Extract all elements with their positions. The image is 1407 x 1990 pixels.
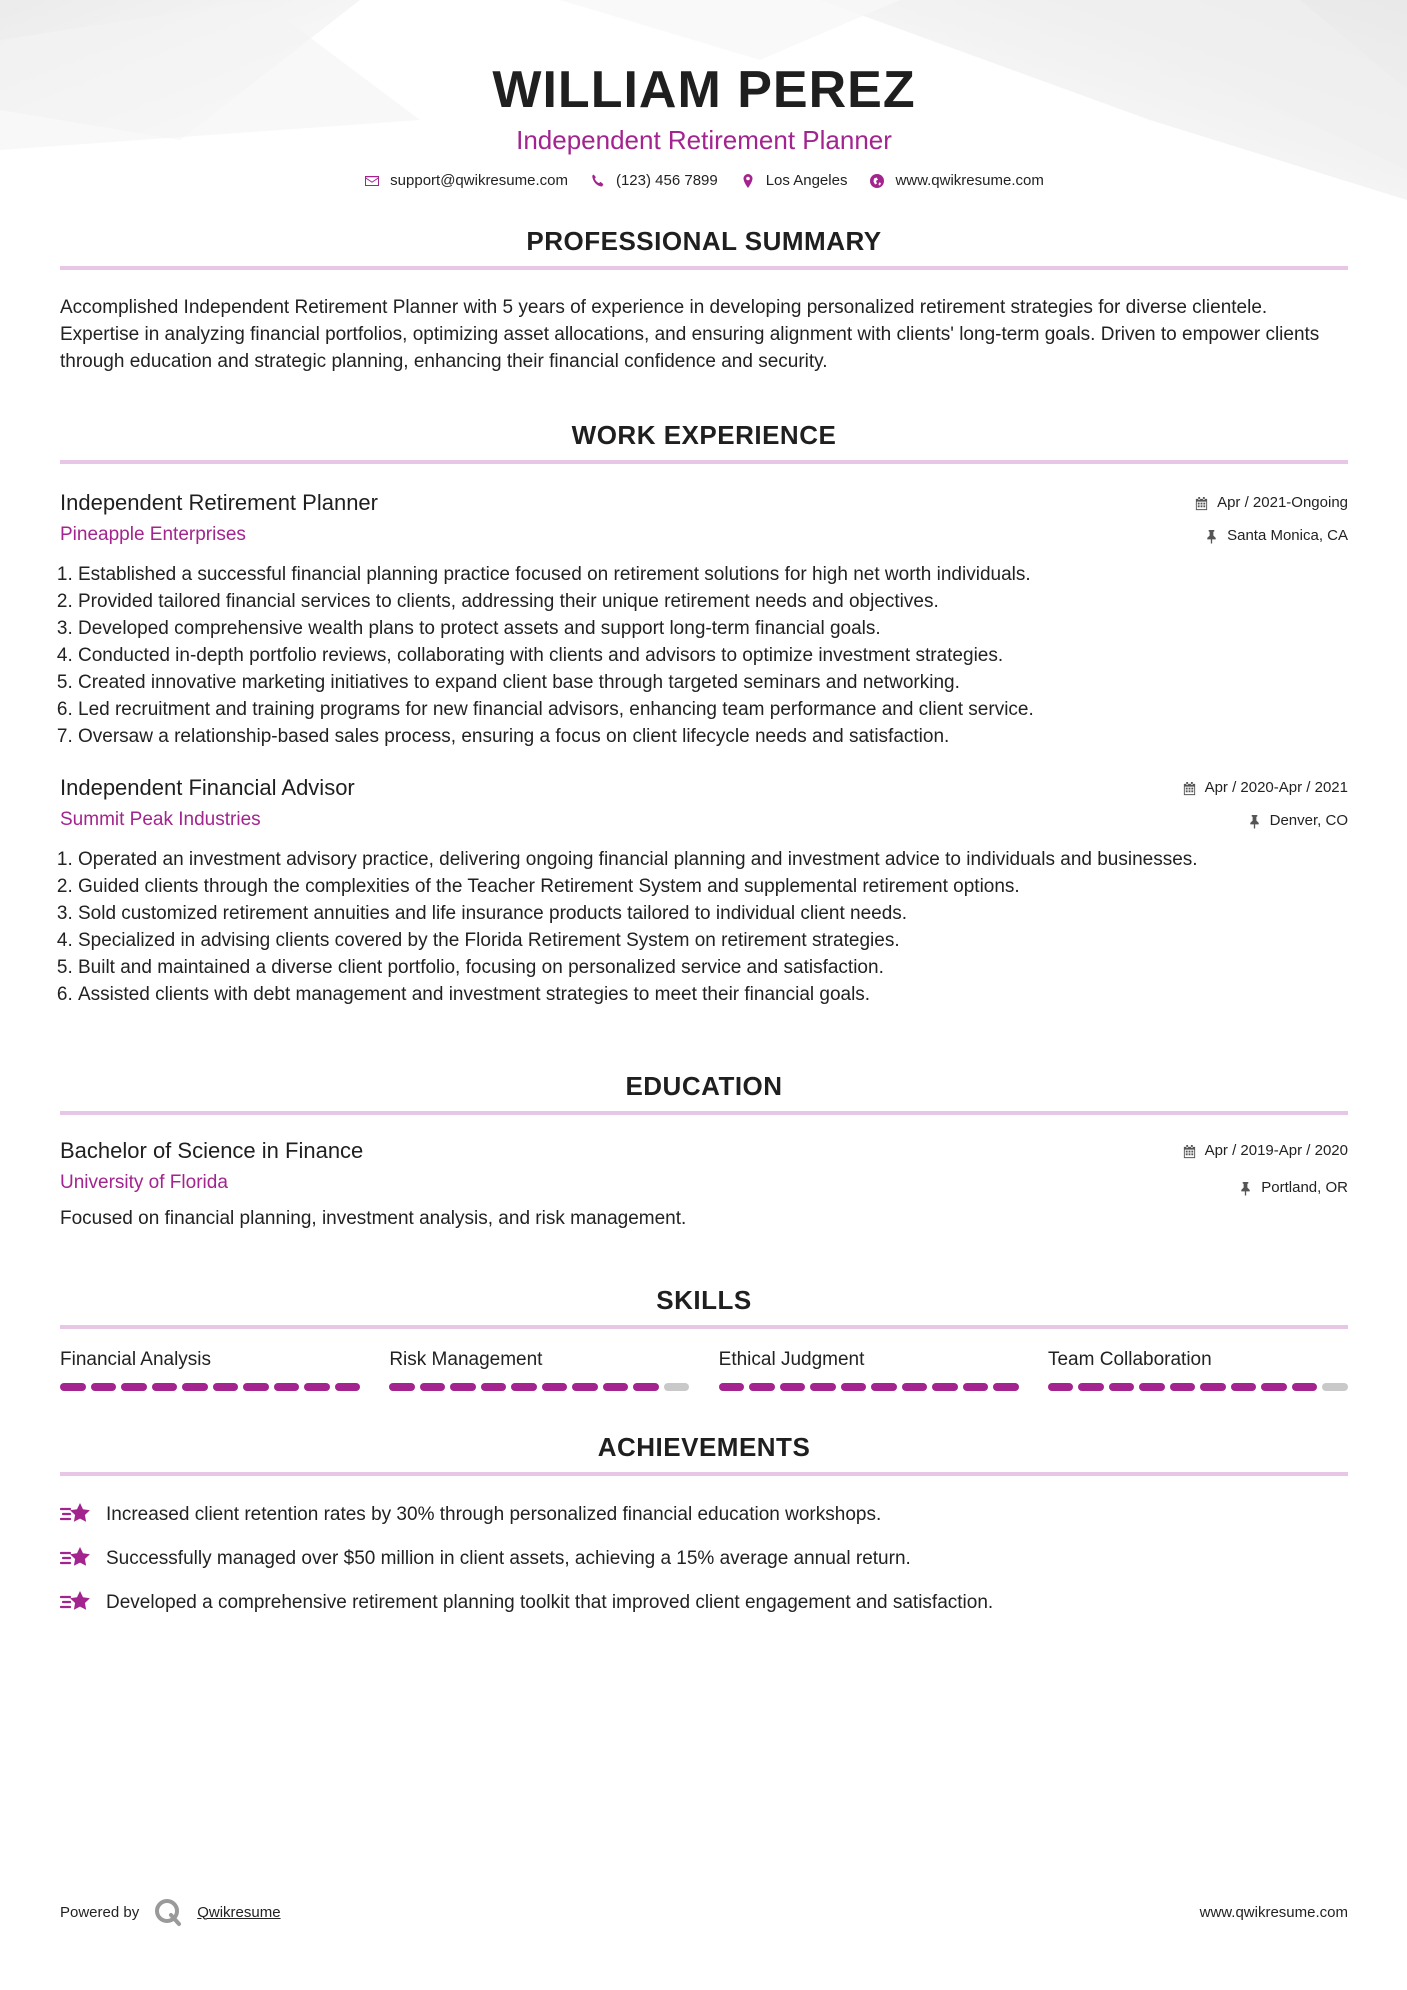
skill-segment-filled: [152, 1383, 178, 1391]
skill-level-bar: [389, 1383, 689, 1391]
skill-level-bar: [1048, 1383, 1348, 1391]
phone-text: (123) 456 7899: [615, 172, 718, 189]
achievement-text: Increased client retention rates by 30% through personalized financial education workshops.: [106, 1503, 882, 1525]
skill-segment-filled: [1200, 1383, 1226, 1391]
skill-segment-filled: [1139, 1383, 1165, 1391]
list-item: 5. Built and maintained a diverse client portfolio, focusing on personalized service and satisfaction.: [78, 954, 1348, 981]
pushpin-icon: [1247, 814, 1262, 829]
resume-header: [60, 0, 1348, 189]
skill-segment-filled: [871, 1383, 897, 1391]
achievement-item: [60, 1536, 1348, 1580]
skill-segment-filled: [91, 1383, 117, 1391]
skill-segment-filled: [450, 1383, 476, 1391]
globe-icon: [869, 173, 885, 189]
skills-heading: SKILLS: [656, 1285, 752, 1315]
job-company: Pineapple Enterprises: [60, 524, 246, 545]
list-item: 4. Conducted in-depth portfolio reviews, collaborating with clients and advisors to optimize investment strategies.: [78, 642, 1348, 669]
skill-segment-filled: [841, 1383, 867, 1391]
skill-segment-filled: [1048, 1383, 1074, 1391]
skill-segment-filled: [213, 1383, 239, 1391]
section-divider: [60, 1472, 1348, 1476]
qwikresume-logo-icon: [153, 1897, 183, 1927]
job-dates: Apr / 2021-Ongoing: [1217, 494, 1348, 511]
contact-location: [740, 172, 848, 189]
skill-segment-filled: [335, 1383, 361, 1391]
footer-website[interactable]: www.qwikresume.com: [1199, 1903, 1348, 1921]
website-text: www.qwikresume.com: [895, 172, 1044, 189]
summary-heading: PROFESSIONAL SUMMARY: [526, 226, 882, 256]
skill-segment-filled: [1170, 1383, 1196, 1391]
skill-segment-filled: [1231, 1383, 1257, 1391]
skill-segment-filled: [749, 1383, 775, 1391]
skill-item: [60, 1347, 360, 1391]
achievements-section: [60, 1431, 1348, 1624]
list-item: 1. Established a successful financial planning practice focused on retirement solutions for high net worth individuals.: [78, 561, 1348, 588]
skill-level-bar: [719, 1383, 1019, 1391]
experience-heading: WORK EXPERIENCE: [571, 420, 837, 450]
skill-item: [1048, 1347, 1348, 1391]
education-description: Focused on financial planning, investment analysis, and risk management.: [60, 1208, 687, 1229]
brand-link[interactable]: Qwikresume: [197, 1903, 281, 1921]
achievement-item: [60, 1492, 1348, 1536]
achievement-text: Developed a comprehensive retirement planning toolkit that improved client engagement and satisfaction.: [106, 1591, 994, 1613]
list-item: 7. Oversaw a relationship-based sales process, ensuring a focus on client lifecycle needs and satisfaction.: [78, 723, 1348, 750]
list-item: 3. Developed comprehensive wealth plans to protect assets and support long-term financial goals.: [78, 615, 1348, 642]
skill-segment-empty: [1322, 1383, 1348, 1391]
calendar-icon: [1194, 496, 1209, 511]
achievements-list: [60, 1492, 1348, 1624]
education-entry: [60, 1137, 1348, 1232]
achievement-item: [60, 1580, 1348, 1624]
email-text: support@qwikresume.com: [390, 172, 568, 189]
skill-segment-filled: [1109, 1383, 1135, 1391]
candidate-name: WILLIAM PEREZ: [492, 61, 916, 119]
list-item: 2. Provided tailored financial services to clients, addressing their unique retirement needs and objectives.: [78, 588, 1348, 615]
powered-by-label: Powered by: [60, 1903, 140, 1921]
skill-level-bar: [60, 1383, 360, 1391]
skill-segment-filled: [274, 1383, 300, 1391]
job-title: Independent Financial Advisor: [60, 775, 355, 800]
contact-email[interactable]: [364, 172, 568, 189]
job-bullets: [60, 561, 1348, 750]
resume-content: [60, 0, 1348, 1624]
location-text: Los Angeles: [765, 172, 848, 189]
skill-segment-filled: [572, 1383, 598, 1391]
skill-segment-filled: [420, 1383, 446, 1391]
section-divider: [60, 1325, 1348, 1329]
map-pin-icon: [740, 173, 756, 189]
list-item: 6. Led recruitment and training programs for new financial advisors, enhancing team performance and client service.: [78, 696, 1348, 723]
page-footer: [60, 1897, 1348, 1927]
skill-segment-filled: [1078, 1383, 1104, 1391]
skill-segment-filled: [60, 1383, 86, 1391]
education-dates: Apr / 2019-Apr / 2020: [1204, 1142, 1348, 1159]
skill-segment-filled: [389, 1383, 415, 1391]
skill-segment-filled: [780, 1383, 806, 1391]
list-item: 2. Guided clients through the complexities of the Teacher Retirement System and supplemental retirement options.: [78, 873, 1348, 900]
skill-segment-filled: [243, 1383, 269, 1391]
skill-name: Financial Analysis: [60, 1349, 212, 1370]
skill-segment-filled: [304, 1383, 330, 1391]
skill-segment-filled: [810, 1383, 836, 1391]
skill-item: [389, 1347, 689, 1391]
skill-segment-filled: [1292, 1383, 1318, 1391]
skill-segment-filled: [542, 1383, 568, 1391]
skill-segment-filled: [963, 1383, 989, 1391]
skill-segment-filled: [511, 1383, 537, 1391]
star-icon: [60, 1589, 92, 1615]
section-divider: [60, 266, 1348, 270]
skill-item: [719, 1347, 1019, 1391]
skills-section: [60, 1284, 1348, 1391]
skill-segment-filled: [182, 1383, 208, 1391]
summary-text: Accomplished Independent Retirement Planner with 5 years of experience in developing personalized retirement strategies for diverse clientele. Expertise in analyzing financial portfolios, optimizing asset allocations, and ensuring alignment with clients' long-term goals. Driven to empower clients through education and strategic planning, enhancing their financial confidence and security.: [60, 297, 1320, 372]
candidate-title: Independent Retirement Planner: [516, 125, 892, 155]
contact-website[interactable]: [869, 172, 1043, 189]
job-entry: [60, 489, 1348, 750]
job-location: Denver, CO: [1269, 812, 1348, 829]
list-item: 3. Sold customized retirement annuities and life insurance products tailored to individual client needs.: [78, 900, 1348, 927]
list-item: 1. Operated an investment advisory practice, delivering ongoing financial planning and investment advice to individuals and businesses.: [78, 846, 1348, 873]
job-location: Santa Monica, CA: [1227, 527, 1348, 544]
skill-segment-filled: [121, 1383, 147, 1391]
section-divider: [60, 1111, 1348, 1115]
phone-icon: [590, 173, 606, 189]
skill-segment-filled: [603, 1383, 629, 1391]
skill-name: Ethical Judgment: [718, 1349, 865, 1370]
section-divider: [60, 460, 1348, 464]
school-name: University of Florida: [60, 1172, 228, 1193]
skill-segment-empty: [664, 1383, 690, 1391]
education-section: [60, 1070, 1348, 1232]
list-item: 6. Assisted clients with debt management and investment strategies to meet their financial goals.: [78, 981, 1348, 1008]
job-title: Independent Retirement Planner: [60, 490, 378, 515]
job-company: Summit Peak Industries: [60, 809, 261, 830]
experience-section: [60, 419, 1348, 1008]
job-bullets: [60, 846, 1348, 1008]
education-heading: EDUCATION: [625, 1071, 783, 1101]
summary-section: [60, 225, 1348, 375]
skill-segment-filled: [993, 1383, 1019, 1391]
job-dates: Apr / 2020-Apr / 2021: [1204, 779, 1348, 796]
calendar-icon: [1182, 781, 1197, 796]
envelope-icon: [364, 173, 380, 189]
skill-segment-filled: [481, 1383, 507, 1391]
skill-segment-filled: [932, 1383, 958, 1391]
star-icon: [60, 1545, 92, 1571]
contact-row: [60, 172, 1348, 189]
achievement-text: Successfully managed over $50 million in client assets, achieving a 15% average annual return.: [106, 1547, 911, 1569]
list-item: 5. Created innovative marketing initiatives to expand client base through targeted seminars and networking.: [78, 669, 1348, 696]
calendar-icon: [1182, 1144, 1197, 1159]
skills-row: [60, 1347, 1348, 1391]
pushpin-icon: [1238, 1181, 1253, 1196]
powered-by: [60, 1897, 281, 1927]
achievements-heading: ACHIEVEMENTS: [597, 1432, 811, 1462]
list-item: 4. Specialized in advising clients covered by the Florida Retirement System on retirement strategies.: [78, 927, 1348, 954]
skill-segment-filled: [902, 1383, 928, 1391]
degree-title: Bachelor of Science in Finance: [60, 1138, 364, 1163]
skill-name: Team Collaboration: [1047, 1349, 1212, 1370]
contact-phone[interactable]: [590, 172, 718, 189]
education-location: Portland, OR: [1261, 1179, 1348, 1196]
skill-segment-filled: [1261, 1383, 1287, 1391]
skill-segment-filled: [719, 1383, 745, 1391]
skill-segment-filled: [633, 1383, 659, 1391]
job-entry: [60, 774, 1348, 1008]
skill-name: Risk Management: [389, 1349, 543, 1370]
star-icon: [60, 1501, 92, 1527]
pushpin-icon: [1204, 529, 1219, 544]
